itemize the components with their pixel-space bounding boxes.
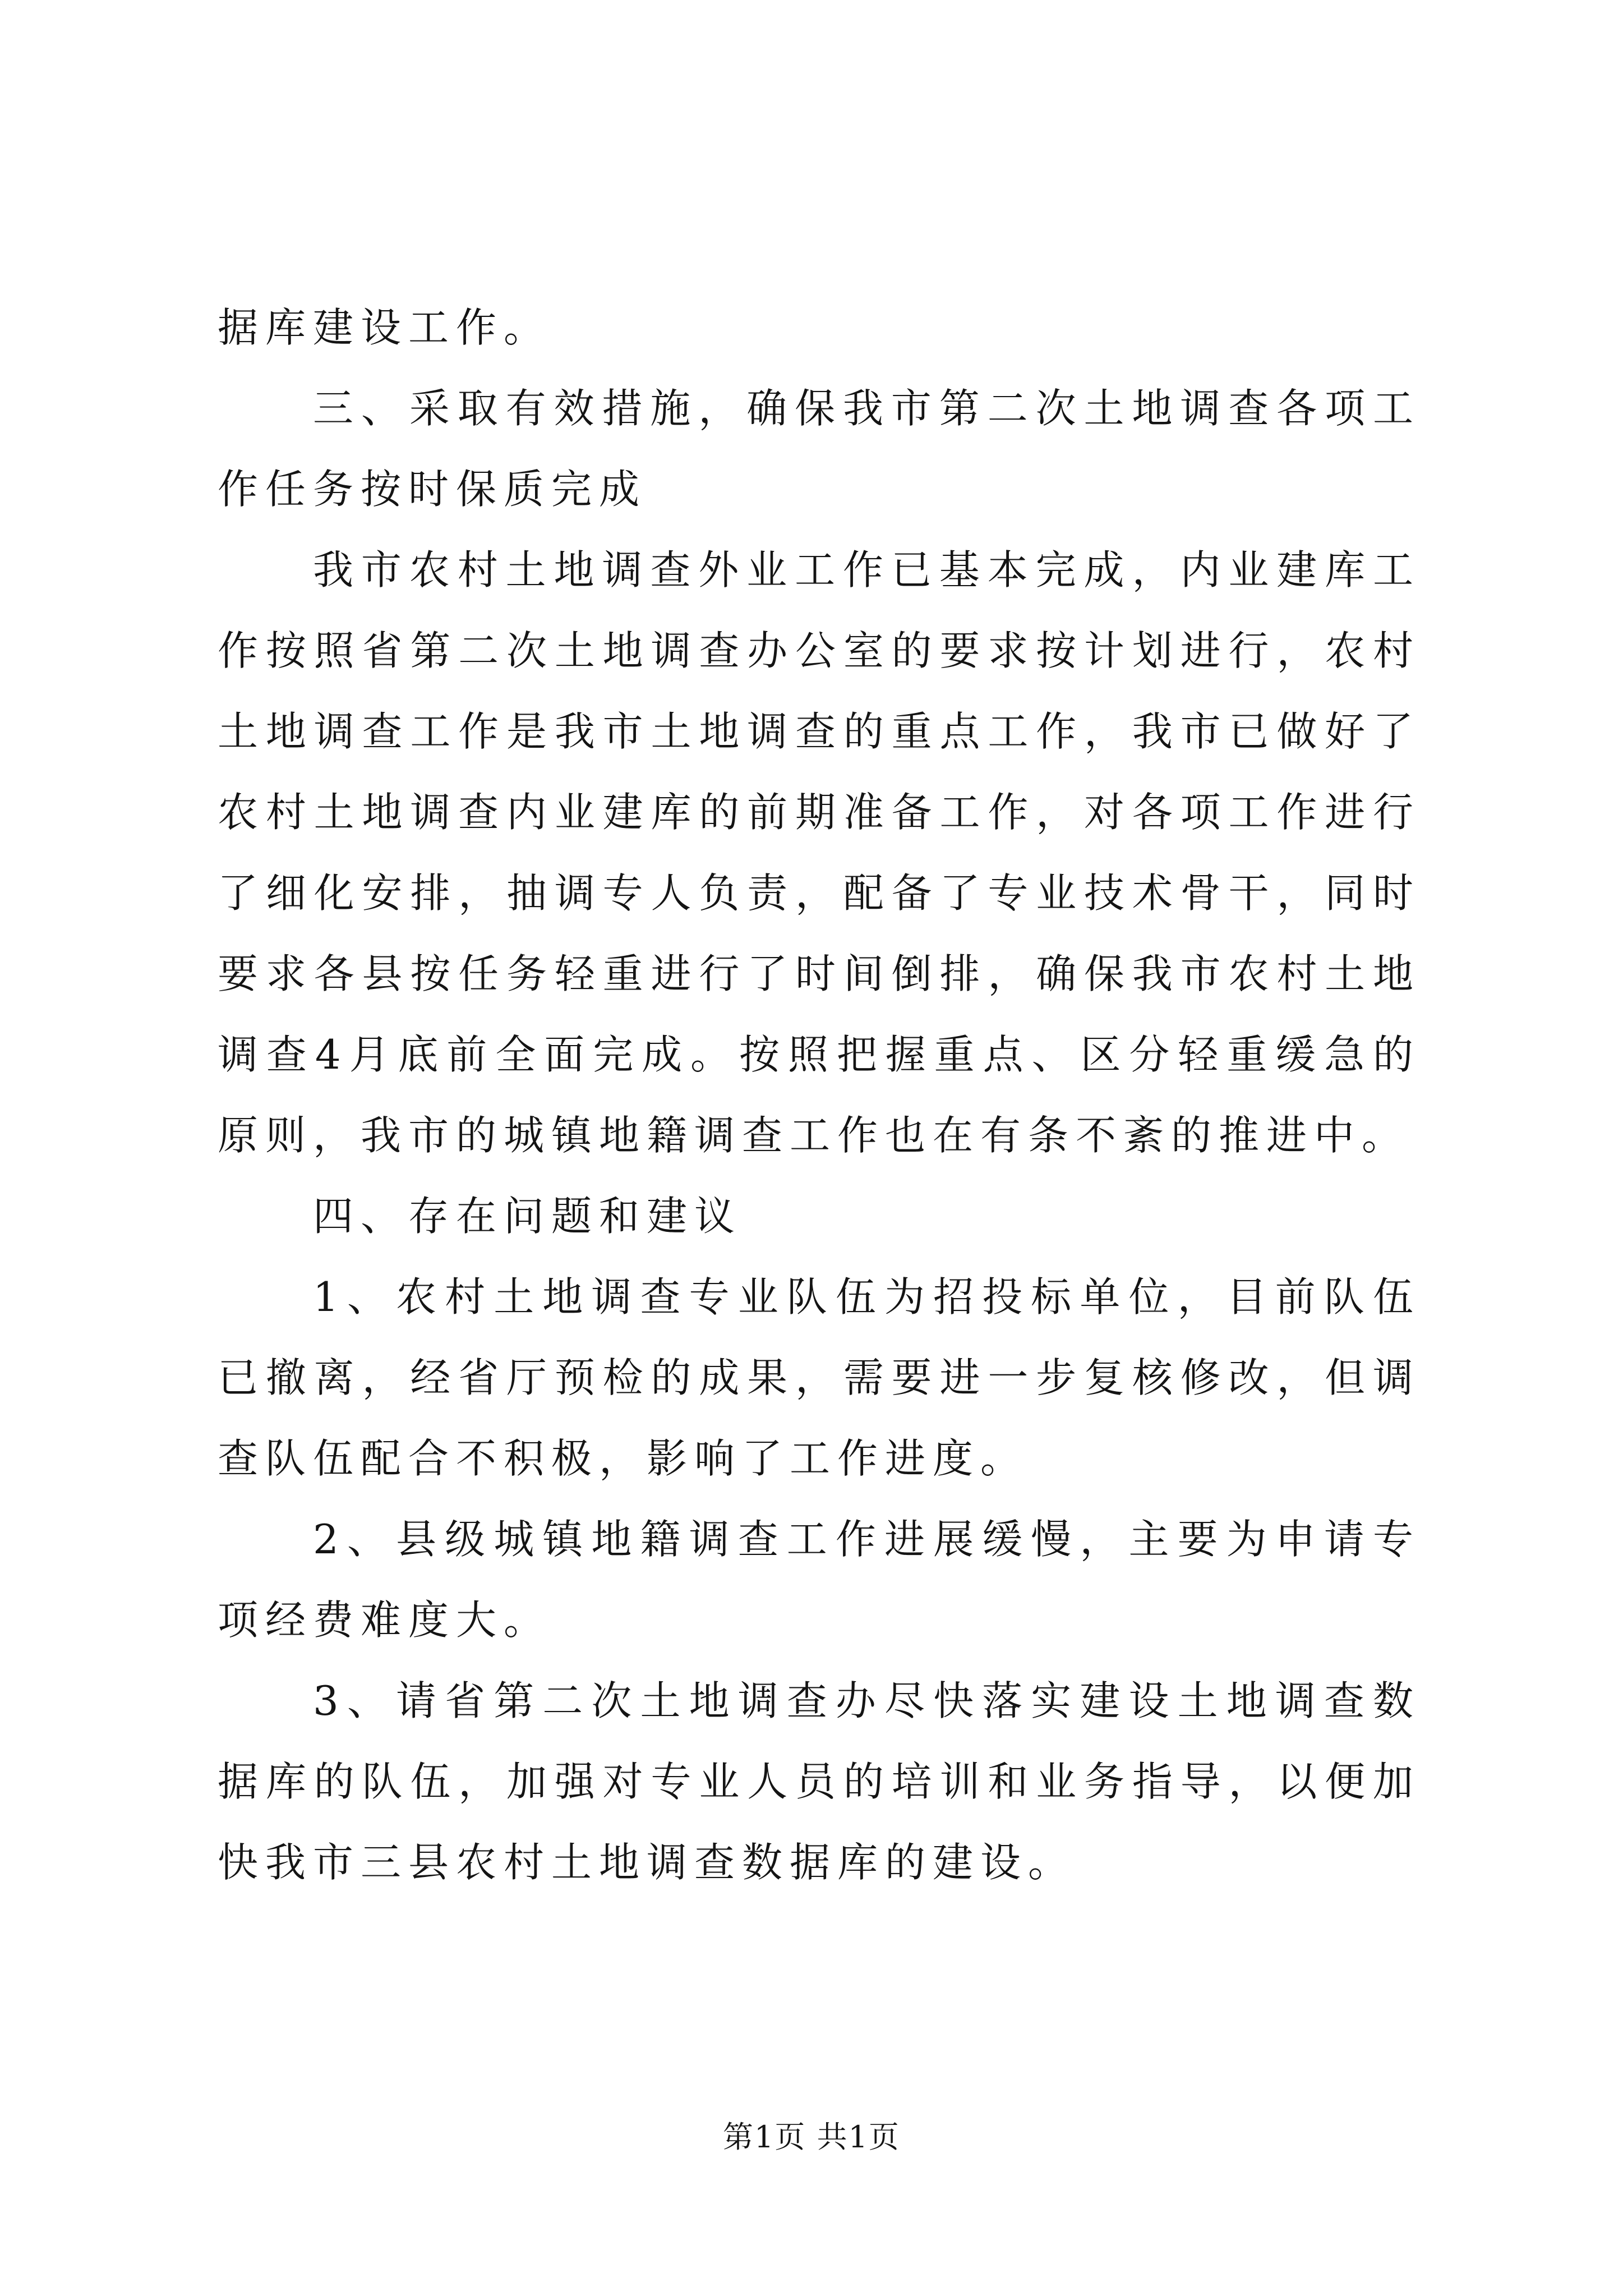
section-heading-four: 四、存在问题和建议 [313, 1193, 743, 1240]
page-footer: 第1页 共1页 [723, 2119, 900, 2155]
section-heading-three: 三、采取有效措施，确保我市第二次土地调查各项工作任务按时保质完成 [218, 385, 1421, 513]
document-body [218, 287, 1421, 1903]
paragraph-progress: 我市农村土地调查外业工作已基本完成，内业建库工作按照省第二次土地调查办公室的要求按计划进行，农村土地调查工作是我市土地调查的重点工作，我市已做好了农村土地调查内业建库的前期准备工作，对各项工作进行了细化安排，抽调专人负责，配备了专业技术骨干，同时要求各县按任务轻重进行了时间倒排，确保我市农村土地调查4月底前全面完成。按照把握重点、区分轻重缓急的原则，我市的城镇地籍调查工作也在有条不紊的推进中。 [218, 546, 1421, 1159]
issue-item-2: 2、县级城镇地籍调查工作进展缓慢，主要为申请专项经费难度大。 [218, 1516, 1421, 1644]
issue-item-1: 1、农村土地调查专业队伍为招投标单位，目前队伍已撤离，经省厅预检的成果，需要进一步复核修改，但调查队伍配合不积极，影响了工作进度。 [218, 1273, 1421, 1482]
issue-item-3: 3、请省第二次土地调查办尽快落实建设土地调查数据库的队伍，加强对专业人员的培训和业务指导，以便加快我市三县农村土地调查数据库的建设。 [218, 1677, 1421, 1886]
paragraph-continuation: 据库建设工作。 [218, 304, 552, 351]
